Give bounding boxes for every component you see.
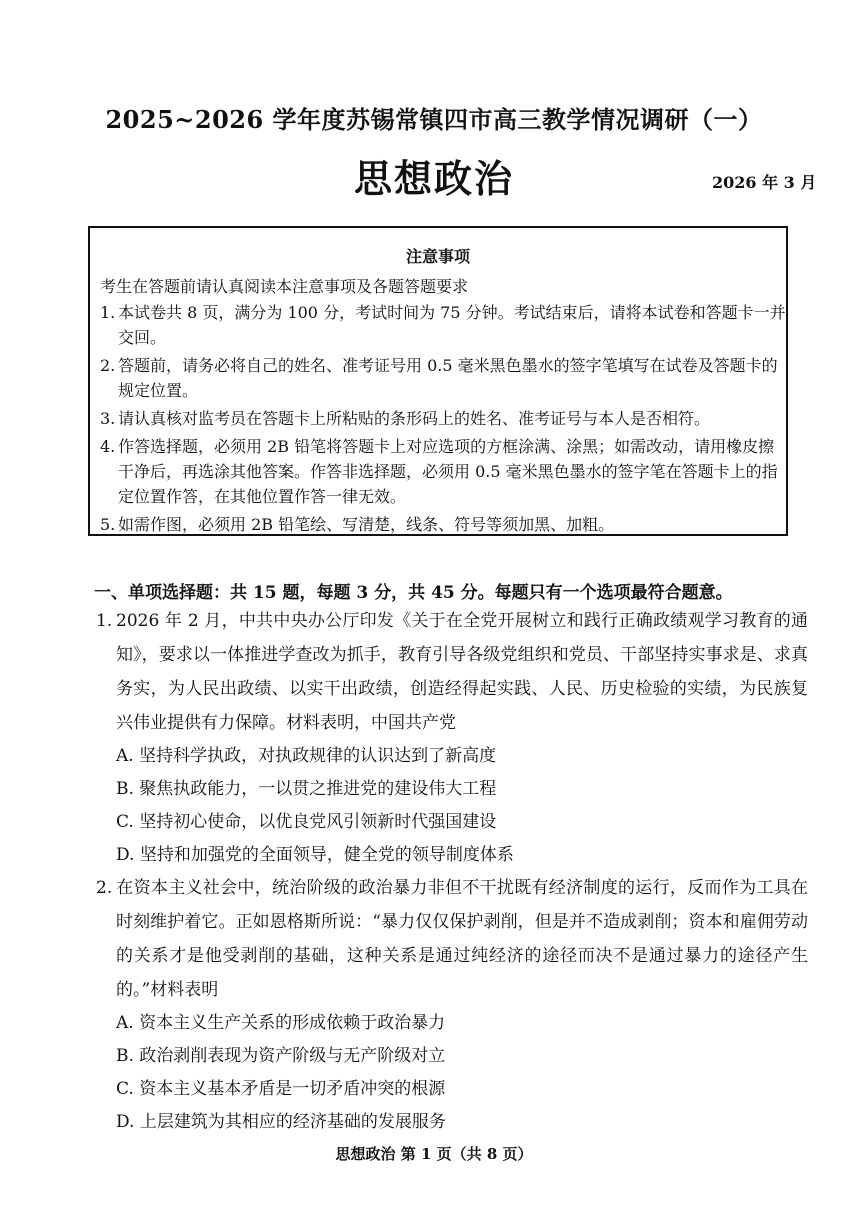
option-d: D. 坚持和加强党的全面领导，健全党的领导制度体系 <box>116 845 514 865</box>
notice-title: 注意事项 <box>405 247 470 266</box>
notice-list <box>100 300 786 540</box>
question-text: 在资本主义社会中，统治阶级的政治暴力非但不干扰既有经济制度的运行，反而作为工具在时刻维护着它。正如恩格斯所说：“暴力仅仅保护剥削，但是并不造成剥削；资本和雇佣劳动的关系才是他受剥削的基础，这种关系是通过纯经济的途径而决不是通过暴力的途径产生的。”材料表明 <box>116 878 808 1000</box>
question-number: 1. <box>96 611 113 631</box>
option-d: D. 上层建筑为其相应的经济基础的发展服务 <box>116 1112 446 1132</box>
option-b: B. 聚焦执政能力，一以贯之推进党的建设伟大工程 <box>116 779 497 799</box>
page-footer: 思想政治 第 1 页（共 8 页） <box>335 1145 533 1163</box>
option-c: C. 坚持初心使命，以优良党风引领新时代强国建设 <box>116 812 497 832</box>
notice-item-number: 5. <box>100 515 116 534</box>
question-stem <box>96 871 808 1007</box>
section-heading: 一、单项选择题：共 15 题，每题 3 分，共 45 分。每题只有一个选项最符合题意。 <box>94 583 733 603</box>
question-options <box>96 1007 808 1139</box>
notice-item <box>100 434 786 509</box>
notice-item <box>100 353 786 403</box>
notice-item-text: 本试卷共 8 页，满分为 100 分，考试时间为 75 分钟。考试结束后，请将本试卷和答题卡一并交回。 <box>118 303 786 347</box>
option-a: A. 坚持科学执政，对执政规律的认识达到了新高度 <box>116 746 497 766</box>
notice-item-number: 4. <box>100 437 116 456</box>
notice-item-text: 如需作图，必须用 2B 铅笔绘、写清楚，线条、符号等须加黑、加粗。 <box>118 515 615 534</box>
notice-item <box>100 406 786 431</box>
option-a: A. 资本主义生产关系的形成依赖于政治暴力 <box>116 1013 446 1033</box>
question-1 <box>96 604 808 872</box>
notice-item-text: 请认真核对监考员在答题卡上所粘贴的条形码上的姓名、准考证号与本人是否相符。 <box>118 409 711 428</box>
notice-item-number: 1. <box>100 303 116 322</box>
option-c: C. 资本主义基本矛盾是一切矛盾冲突的根源 <box>116 1079 446 1099</box>
notice-item-number: 3. <box>100 409 116 428</box>
question-2 <box>96 871 808 1139</box>
option-b: B. 政治剥削表现为资产阶级与无产阶级对立 <box>116 1046 446 1066</box>
notice-item <box>100 512 786 537</box>
exam-title: 2025~2026 学年度苏锡常镇四市高三教学情况调研（一） <box>105 105 763 134</box>
question-stem <box>96 604 808 740</box>
notice-box <box>88 226 788 536</box>
subject-title: 思想政治 <box>353 157 514 201</box>
notice-item-number: 2. <box>100 356 116 375</box>
notice-item <box>100 300 786 350</box>
exam-date: 2026 年 3 月 <box>712 173 817 192</box>
notice-item-text: 答题前，请务必将自己的姓名、准考证号用 0.5 毫米黑色墨水的签字笔填写在试卷及答题卡的规定位置。 <box>118 356 778 400</box>
question-number: 2. <box>96 878 113 898</box>
notice-intro: 考生在答题前请认真阅读本注意事项及各题答题要求 <box>100 277 469 296</box>
question-text: 2026 年 2 月，中共中央办公厅印发《关于在全党开展树立和践行正确政绩观学习教育的通知》，要求以一体推进学查改为抓手，教育引导各级党组织和党员、干部坚持实事求是、求真务实，为人民出政绩、以实干出政绩，创造经得起实践、人民、历史检验的实绩，为民族复兴伟业提供有力保障。材料表明，中国共产党 <box>116 611 808 733</box>
question-options <box>96 740 808 872</box>
notice-item-text: 作答选择题，必须用 2B 铅笔将答题卡上对应选项的方框涂满、涂黑；如需改动，请用橡皮擦干净后，再选涂其他答案。作答非选择题，必须用 0.5 毫米黑色墨水的签字笔在答题卡上的指定位置作答，在其他位置作答一律无效。 <box>118 437 778 506</box>
